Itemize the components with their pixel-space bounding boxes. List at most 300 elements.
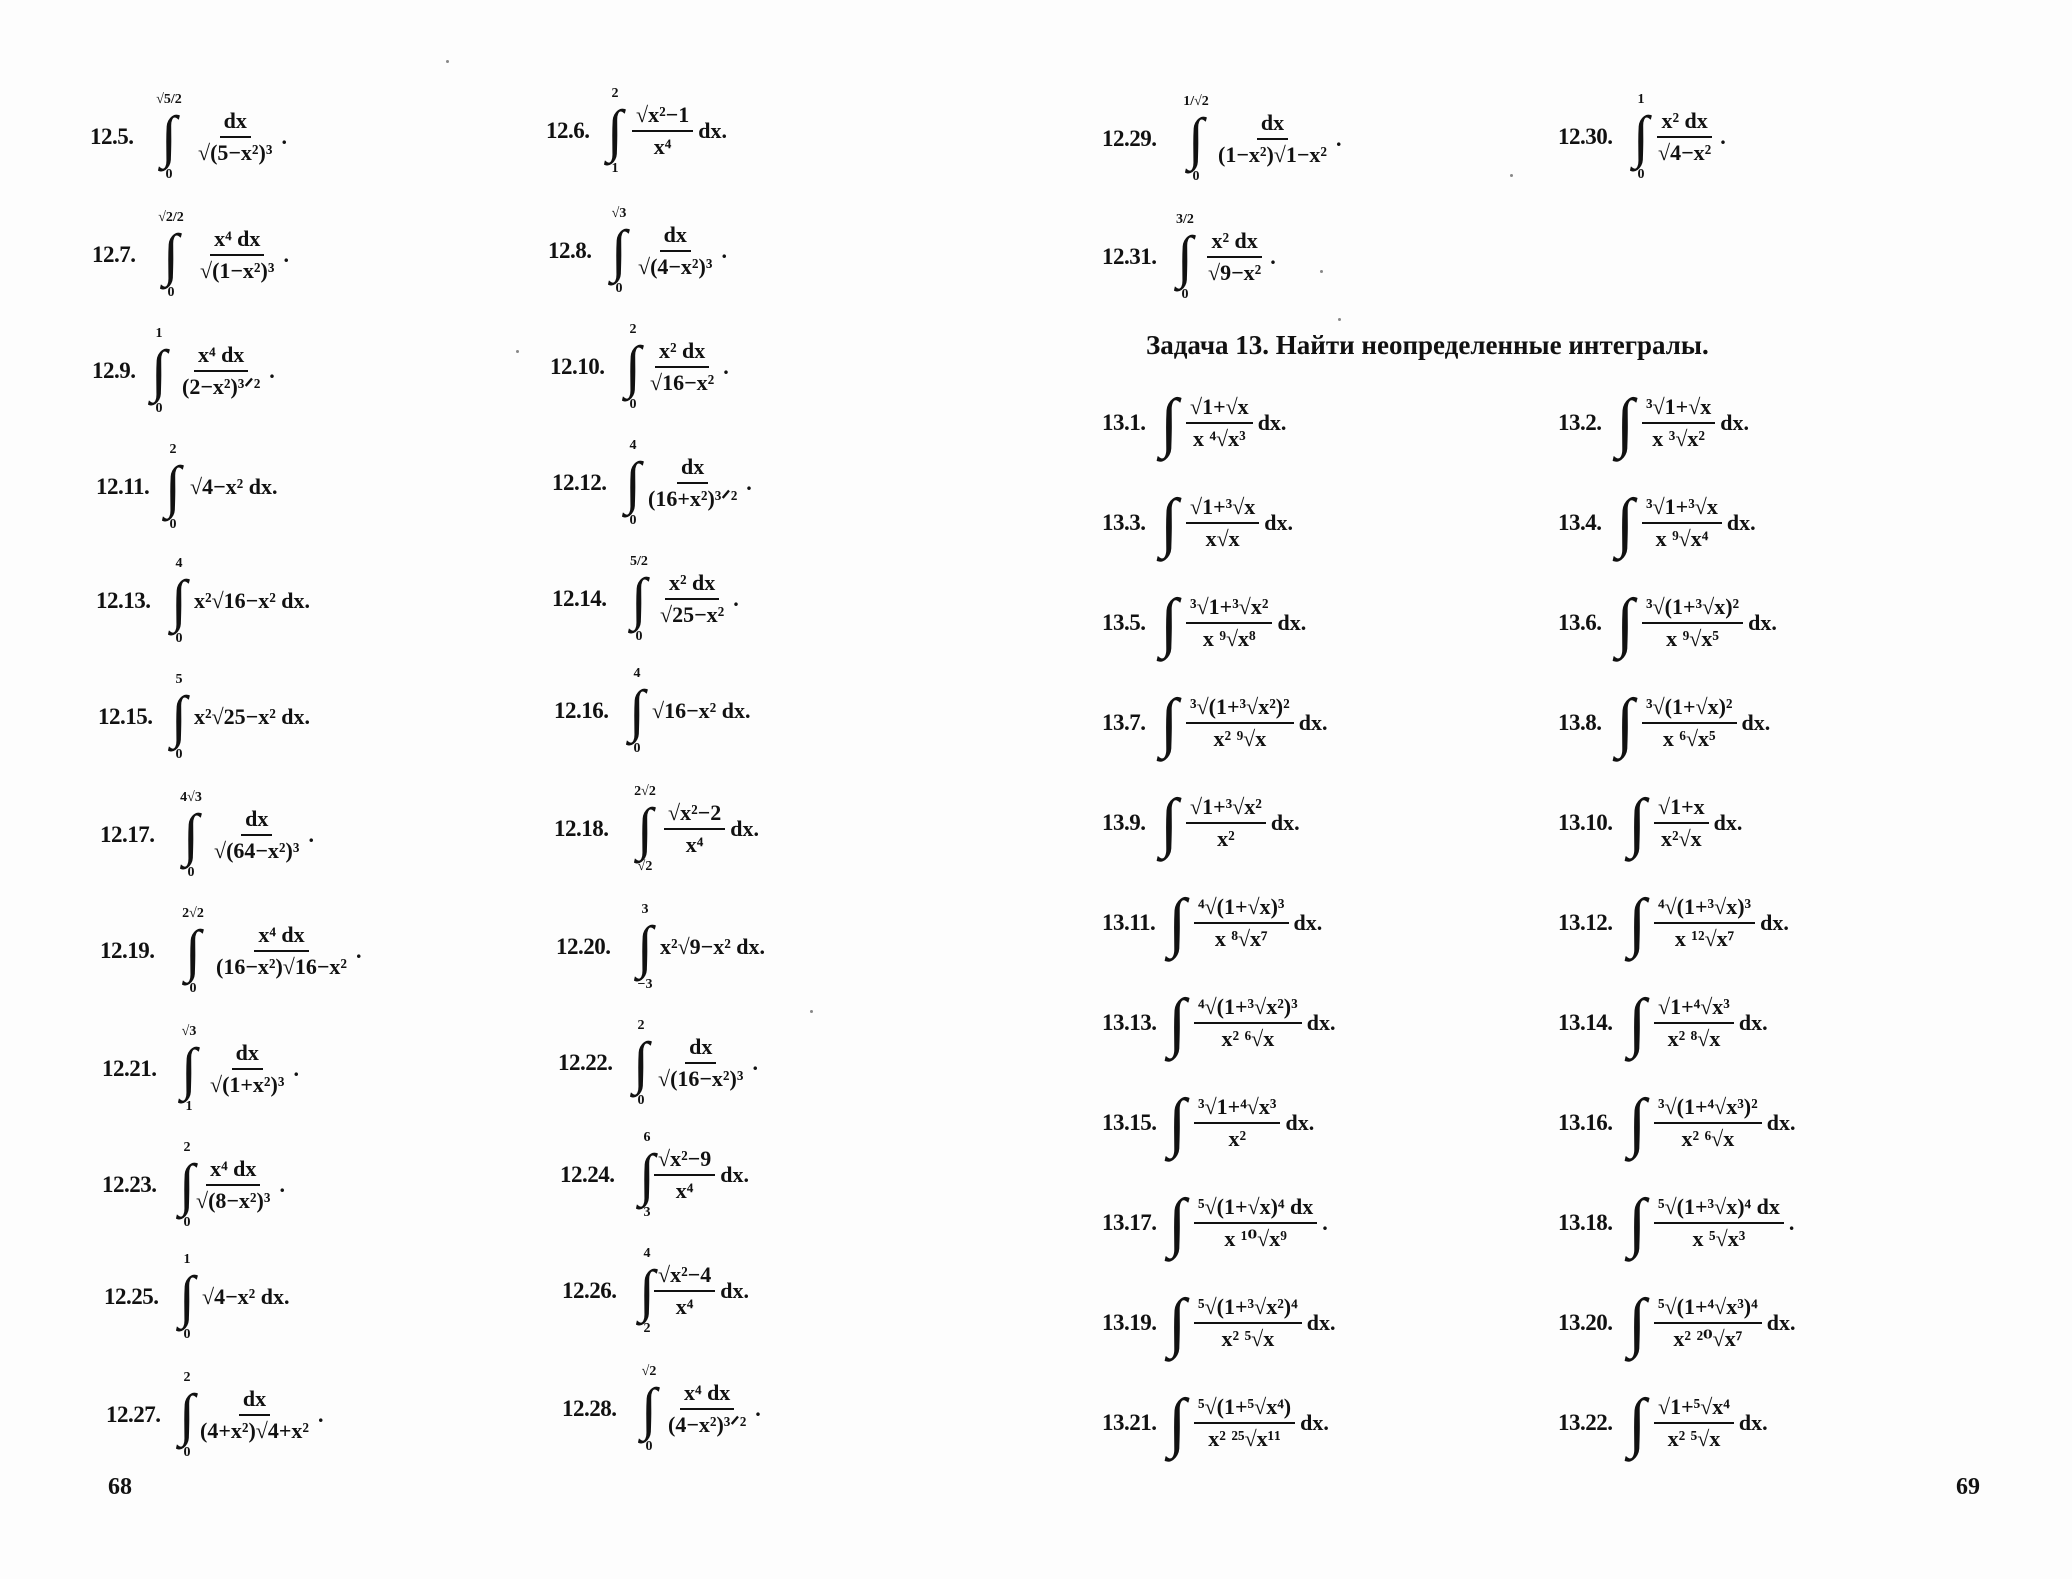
- integral-sign-icon: 2 ∫ 0: [179, 1370, 195, 1460]
- problem-number: 13.11.: [1102, 910, 1156, 935]
- integrand: [654, 1246, 749, 1336]
- integrand: x²√25−x² dx.: [194, 704, 311, 729]
- integrand: [656, 554, 739, 644]
- lower-limit: 0: [165, 167, 173, 182]
- problem-number: 12.31.: [1102, 244, 1157, 269]
- numerator: dx: [232, 1041, 263, 1070]
- denominator: √(1+x²)³: [210, 1072, 285, 1097]
- numerator: dx: [239, 1387, 270, 1416]
- problem-13-4: [1558, 478, 1898, 568]
- expression-tail: dx.: [1741, 710, 1771, 735]
- integral-sign-icon: ∫: [1168, 1286, 1187, 1359]
- problem-13-1: [1102, 378, 1442, 468]
- numerator: ³√1+³√x²: [1186, 595, 1272, 624]
- upper-limit: 2√2: [182, 906, 204, 921]
- problem-12-10: [550, 322, 850, 412]
- problem-number: 13.7.: [1102, 710, 1146, 735]
- problem-number: 12.20.: [556, 934, 611, 959]
- expression-tail: .: [752, 1050, 758, 1075]
- upper-limit: 3: [641, 902, 649, 917]
- expression-tail: .: [318, 1402, 324, 1427]
- expression-tail: dx.: [720, 1162, 749, 1187]
- problem-12-30: [1558, 92, 1858, 182]
- integral-sign-icon: 1 ∫ 0: [179, 1252, 195, 1342]
- numerator: ³√(1+⁴√x³)²: [1654, 1095, 1762, 1124]
- upper-limit: √2/2: [158, 210, 184, 225]
- upper-limit: 5/2: [630, 554, 648, 569]
- problem-number: 13.6.: [1558, 610, 1602, 635]
- upper-limit: 5: [175, 672, 183, 687]
- problem-number: 12.30.: [1558, 124, 1613, 149]
- lower-limit: 0: [155, 401, 163, 416]
- upper-limit: 4: [629, 438, 637, 453]
- problem-13-10: [1558, 778, 1898, 868]
- denominator: √9−x²: [1208, 260, 1262, 285]
- expression-tail: dx.: [1760, 910, 1789, 935]
- integral-sign-icon: 2 ∫ 0: [165, 442, 181, 532]
- lower-limit: 3: [643, 1205, 651, 1220]
- problem-number: 13.21.: [1102, 1410, 1157, 1435]
- integrand: [1654, 1078, 1795, 1168]
- problem-13-22: [1558, 1378, 1898, 1468]
- denominator: x² ⁸√x: [1667, 1026, 1721, 1051]
- lower-limit: 0: [637, 1093, 645, 1108]
- problem-13-12: [1558, 878, 1898, 968]
- denominator: x²: [1217, 826, 1235, 851]
- integral-sign-icon: ∫: [1628, 1386, 1647, 1459]
- upper-limit: 4: [633, 666, 641, 681]
- denominator: x² ²⁵√x¹¹: [1208, 1426, 1281, 1451]
- expression-tail: .: [723, 354, 729, 379]
- integral-sign-icon: 3/2 ∫ 0: [1176, 212, 1194, 302]
- lower-limit: 2: [643, 1321, 651, 1336]
- lower-limit: 0: [169, 517, 177, 532]
- denominator: x² ⁵√x: [1667, 1426, 1721, 1451]
- integral-sign-icon: ∫: [1616, 686, 1635, 759]
- integral-sign-icon: ∫: [1160, 786, 1179, 859]
- expression-tail: dx.: [1257, 410, 1287, 435]
- integral-sign-icon: ∫: [1628, 986, 1647, 1059]
- integrand: [1186, 778, 1300, 868]
- integral-sign-icon: √2 ∫ 0: [641, 1364, 657, 1454]
- problem-number: 12.10.: [550, 354, 605, 379]
- problem-number: 12.6.: [546, 118, 590, 143]
- denominator: x ⁹√x⁴: [1655, 526, 1709, 551]
- integral-sign-icon: ∫: [1628, 1086, 1647, 1159]
- lower-limit: 0: [633, 741, 641, 756]
- numerator: x² dx: [1657, 109, 1711, 138]
- problem-13-17: [1102, 1178, 1442, 1268]
- upper-limit: 1: [155, 326, 163, 341]
- integrand: [1186, 578, 1306, 668]
- denominator: x²: [1228, 1126, 1247, 1151]
- problem-13-5: [1102, 578, 1442, 668]
- scan-speck: [810, 1010, 813, 1013]
- numerator: ⁴√(1+√x)³: [1194, 895, 1289, 924]
- problem-12-24: [560, 1130, 860, 1220]
- upper-limit: 1: [183, 1252, 191, 1267]
- denominator: √4−x²: [1658, 140, 1712, 165]
- numerator: x⁴ dx: [254, 923, 308, 952]
- denominator: (2−x²)³ᐟ²: [182, 374, 261, 399]
- upper-limit: √3: [611, 206, 627, 221]
- problem-13-8: [1558, 678, 1898, 768]
- integrand: [196, 210, 289, 300]
- denominator: x ⁴√x³: [1192, 426, 1246, 451]
- problem-number: 12.17.: [100, 822, 155, 847]
- integrand: √4−x² dx.: [202, 1284, 290, 1309]
- numerator: ⁵√(1+⁴√x³)⁴: [1654, 1295, 1762, 1324]
- problem-12-25: [104, 1252, 424, 1342]
- problem-13-14: [1558, 978, 1898, 1068]
- problem-12-22: [558, 1018, 858, 1108]
- integrand: [1194, 1378, 1329, 1468]
- problem-number: 12.18.: [554, 816, 609, 841]
- denominator: x⁴: [675, 1294, 694, 1319]
- section-title: Задача 13. Найти неопределенные интегралы.: [1146, 330, 1709, 360]
- integrand: [664, 1364, 761, 1454]
- expression-tail: .: [1270, 244, 1276, 269]
- numerator: dx: [677, 455, 708, 484]
- integrand: [1194, 878, 1322, 968]
- problem-13-20: [1558, 1278, 1898, 1368]
- integral-sign-icon: √3 ∫ 1: [181, 1024, 197, 1114]
- integral-sign-icon: 2 ∫ 1: [607, 86, 623, 176]
- problem-number: 12.7.: [92, 242, 136, 267]
- denominator: x² ⁹√x: [1213, 726, 1267, 751]
- integrand: [1194, 1278, 1335, 1368]
- expression-tail: dx.: [1713, 810, 1743, 835]
- denominator: √(16−x²)³: [658, 1066, 744, 1091]
- denominator: x² ⁶√x: [1681, 1126, 1735, 1151]
- scan-speck: [516, 350, 519, 353]
- denominator: x ⁸√x⁷: [1214, 926, 1268, 951]
- expression-tail: .: [746, 470, 752, 495]
- upper-limit: 2: [611, 86, 619, 101]
- problem-number: 12.29.: [1102, 126, 1157, 151]
- expression-tail: .: [283, 242, 289, 267]
- integrand: [644, 438, 752, 528]
- problem-12-15: [98, 672, 418, 762]
- problem-12-5: [90, 92, 410, 182]
- lower-limit: 0: [629, 513, 637, 528]
- integral-sign-icon: ∫: [1168, 1086, 1187, 1159]
- denominator: x⁴: [653, 134, 672, 159]
- problem-number: 13.2.: [1558, 410, 1602, 435]
- integrand: [634, 206, 727, 296]
- denominator: (4−x²)³ᐟ²: [668, 1412, 747, 1437]
- lower-limit: 0: [1192, 169, 1200, 184]
- numerator: ³√1+√x: [1642, 395, 1715, 424]
- problem-number: 12.19.: [100, 938, 155, 963]
- integrand: [1654, 778, 1742, 868]
- lower-limit: −3: [637, 977, 653, 992]
- integral-sign-icon: 1 ∫ 0: [1633, 92, 1649, 182]
- expression-tail: dx.: [730, 816, 759, 841]
- denominator: (16+x²)³ᐟ²: [648, 486, 738, 511]
- upper-limit: √5/2: [156, 92, 182, 107]
- numerator: ⁵√(1+⁵√x⁴): [1194, 1395, 1295, 1424]
- numerator: ³√(1+³√x)²: [1642, 595, 1743, 624]
- expression-tail: dx.: [698, 118, 727, 143]
- denominator: √25−x²: [660, 602, 725, 627]
- numerator: √1+³√x: [1186, 495, 1259, 524]
- page-number-right: 69: [1956, 1474, 1980, 1500]
- integral-sign-icon: 4 ∫ 0: [171, 556, 187, 646]
- integrand: [1654, 978, 1768, 1068]
- upper-limit: 3/2: [1176, 212, 1194, 227]
- problem-number: 13.9.: [1102, 810, 1146, 835]
- integrand: [1642, 478, 1756, 568]
- numerator: x² dx: [1207, 229, 1261, 258]
- integrand: [1186, 478, 1293, 568]
- integral-sign-icon: ∫: [1160, 686, 1179, 759]
- integrand: √16−x² dx.: [652, 698, 751, 723]
- page-number-left: 68: [108, 1474, 132, 1500]
- numerator: √1+⁵√x⁴: [1654, 1395, 1734, 1424]
- integrand: [210, 790, 314, 880]
- scan-speck: [446, 60, 449, 63]
- lower-limit: 0: [167, 285, 175, 300]
- lower-limit: √2: [637, 859, 653, 874]
- problem-number: 12.14.: [552, 586, 607, 611]
- denominator: x ⁹√x⁸: [1202, 626, 1256, 651]
- integral-sign-icon: ∫: [1628, 786, 1647, 859]
- denominator: √(64−x²)³: [214, 838, 300, 863]
- expression-tail: .: [356, 938, 362, 963]
- problem-number: 12.23.: [102, 1172, 157, 1197]
- integral-sign-icon: 1 ∫ 0: [151, 326, 167, 416]
- integrand: [632, 86, 727, 176]
- problem-number: 12.25.: [104, 1284, 159, 1309]
- problem-number: 12.22.: [558, 1050, 613, 1075]
- integrand: [192, 1140, 285, 1230]
- problem-number: 13.8.: [1558, 710, 1602, 735]
- numerator: ⁴√(1+³√x²)³: [1194, 995, 1302, 1024]
- upper-limit: 2: [183, 1140, 191, 1155]
- problem-number: 13.13.: [1102, 1010, 1157, 1035]
- problem-number: 12.12.: [552, 470, 607, 495]
- problem-number: 12.5.: [90, 124, 134, 149]
- expression-tail: dx.: [1738, 1010, 1768, 1035]
- numerator: √x²−9: [654, 1147, 715, 1176]
- denominator: √16−x²: [650, 370, 715, 395]
- problem-number: 13.5.: [1102, 610, 1146, 635]
- integrand: [1654, 92, 1726, 182]
- denominator: √(8−x²)³: [196, 1188, 271, 1213]
- problem-13-16: [1558, 1078, 1898, 1168]
- integral-sign-icon: 2 ∫ 0: [179, 1140, 195, 1230]
- integrand: [1194, 978, 1335, 1068]
- problem-number: 12.13.: [96, 588, 151, 613]
- problem-13-6: [1558, 578, 1898, 668]
- denominator: x⁴: [685, 832, 704, 857]
- problem-number: 12.28.: [562, 1396, 617, 1421]
- problem-13-2: [1558, 378, 1898, 468]
- denominator: x ⁵√x³: [1692, 1226, 1746, 1251]
- integrand: [1654, 1278, 1795, 1368]
- integral-sign-icon: ∫: [1168, 1186, 1187, 1259]
- problem-13-18: [1558, 1178, 1898, 1268]
- expression-tail: .: [1322, 1210, 1328, 1235]
- problem-number: 12.21.: [102, 1056, 157, 1081]
- lower-limit: 0: [175, 747, 183, 762]
- integrand: [1642, 378, 1749, 468]
- numerator: ³√(1+√x)²: [1642, 695, 1737, 724]
- expression-tail: .: [1788, 1210, 1795, 1235]
- problem-number: 13.16.: [1558, 1110, 1613, 1135]
- denominator: √(5−x²)³: [198, 140, 273, 165]
- expression-tail: .: [269, 358, 275, 383]
- integral-sign-icon: 2√2 ∫ 0: [182, 906, 204, 996]
- integral-sign-icon: ∫: [1160, 486, 1179, 559]
- scan-speck: [1338, 318, 1341, 321]
- expression-tail: dx.: [1766, 1110, 1796, 1135]
- integral-sign-icon: ∫: [1168, 1386, 1187, 1459]
- upper-limit: 2: [637, 1018, 645, 1033]
- lower-limit: 0: [175, 631, 183, 646]
- problem-number: 13.22.: [1558, 1410, 1613, 1435]
- upper-limit: 2: [183, 1370, 191, 1385]
- problem-number: 12.16.: [554, 698, 609, 723]
- scan-speck: [1510, 174, 1513, 177]
- problem-12-8: [548, 206, 848, 296]
- lower-limit: 0: [1181, 287, 1189, 302]
- problem-number: 13.15.: [1102, 1110, 1157, 1135]
- numerator: dx: [660, 223, 691, 252]
- numerator: ³√1+³√x: [1642, 495, 1722, 524]
- problem-number: 13.14.: [1558, 1010, 1613, 1035]
- integrand: [1186, 378, 1286, 468]
- denominator: x ¹²√x⁷: [1674, 926, 1735, 951]
- problem-12-29: [1102, 94, 1442, 184]
- integrand: √4−x² dx.: [190, 474, 278, 499]
- expression-tail: dx.: [1738, 1410, 1768, 1435]
- problem-12-7: [92, 210, 412, 300]
- integral-sign-icon: ∫: [1616, 486, 1635, 559]
- integrand: [1654, 878, 1789, 968]
- integral-sign-icon: 1/√2 ∫ 0: [1183, 94, 1209, 184]
- upper-limit: 6: [643, 1130, 651, 1145]
- numerator: x² dx: [665, 571, 719, 600]
- problem-12-12: [552, 438, 852, 528]
- integrand: [646, 322, 729, 412]
- problem-13-13: [1102, 978, 1442, 1068]
- upper-limit: 2: [169, 442, 177, 457]
- integral-sign-icon: 2 ∫ 0: [625, 322, 641, 412]
- integrand: [654, 1018, 758, 1108]
- denominator: √(4−x²)³: [638, 254, 713, 279]
- expression-tail: dx.: [1277, 610, 1307, 635]
- problem-12-21: [102, 1024, 422, 1114]
- expression-tail: .: [279, 1172, 285, 1197]
- integral-sign-icon: 4√3 ∫ 0: [180, 790, 202, 880]
- lower-limit: 0: [1637, 167, 1645, 182]
- expression-tail: dx.: [1306, 1010, 1336, 1035]
- expression-tail: .: [308, 822, 314, 847]
- upper-limit: 1: [1637, 92, 1645, 107]
- problem-12-23: [102, 1140, 422, 1230]
- problem-13-21: [1102, 1378, 1442, 1468]
- numerator: x⁴ dx: [210, 227, 264, 256]
- integral-sign-icon: ∫: [1168, 986, 1187, 1059]
- integrand: [196, 1370, 324, 1460]
- problem-13-11: [1102, 878, 1442, 968]
- expression-tail: .: [721, 238, 727, 263]
- integrand: [178, 326, 275, 416]
- numerator: √1+⁴√x³: [1654, 995, 1734, 1024]
- integral-sign-icon: ∫: [1616, 386, 1635, 459]
- expression-tail: dx.: [1726, 510, 1756, 535]
- expression-tail: .: [1720, 124, 1726, 149]
- numerator: dx: [220, 109, 251, 138]
- integral-sign-icon: ∫: [1628, 1186, 1647, 1259]
- numerator: ³√(1+³√x²)²: [1186, 695, 1294, 724]
- numerator: x⁴ dx: [206, 1157, 260, 1186]
- integral-sign-icon: 4 ∫ 0: [625, 438, 641, 528]
- lower-limit: 0: [615, 281, 623, 296]
- integrand: [1642, 578, 1777, 668]
- expression-tail: dx.: [1306, 1310, 1336, 1335]
- numerator: √x²−2: [664, 801, 725, 830]
- expression-tail: .: [733, 586, 739, 611]
- upper-limit: 2√2: [634, 784, 656, 799]
- problem-number: 13.19.: [1102, 1310, 1157, 1335]
- problem-12-31: [1102, 212, 1402, 302]
- denominator: x√x: [1205, 526, 1240, 551]
- integrand: [1204, 212, 1276, 302]
- integrand: [194, 92, 287, 182]
- expression-tail: dx.: [1766, 1310, 1796, 1335]
- expression-tail: dx.: [1298, 710, 1328, 735]
- integral-sign-icon: ∫: [1628, 886, 1647, 959]
- numerator: ⁵√(1+³√x²)⁴: [1194, 1295, 1302, 1324]
- integrand: [1654, 1178, 1794, 1268]
- integral-sign-icon: ∫: [1168, 886, 1187, 959]
- lower-limit: 0: [635, 629, 643, 644]
- problem-number: 12.24.: [560, 1162, 615, 1187]
- problem-number: 12.15.: [98, 704, 153, 729]
- integral-sign-icon: ∫: [1160, 386, 1179, 459]
- expression-tail: dx.: [1300, 1410, 1329, 1435]
- expression-tail: .: [293, 1056, 299, 1081]
- problem-number: 13.12.: [1558, 910, 1613, 935]
- numerator: √1+³√x²: [1186, 795, 1266, 824]
- integral-sign-icon: 5/2 ∫ 0: [630, 554, 648, 644]
- integrand: [664, 784, 759, 874]
- numerator: √1+x: [1654, 795, 1709, 824]
- numerator: ⁵√(1+√x)⁴ dx: [1194, 1195, 1317, 1224]
- expression-tail: dx.: [1748, 610, 1777, 635]
- upper-limit: 2: [629, 322, 637, 337]
- integral-sign-icon: ∫: [1616, 586, 1635, 659]
- denominator: √(1−x²)³: [200, 258, 275, 283]
- expression-tail: dx.: [720, 1278, 749, 1303]
- expression-tail: dx.: [1720, 410, 1750, 435]
- integrand: [654, 1130, 749, 1220]
- integrand: [1654, 1378, 1768, 1468]
- expression-tail: .: [281, 124, 287, 149]
- problem-12-27: [106, 1370, 426, 1460]
- denominator: x² ⁵√x: [1221, 1326, 1275, 1351]
- integral-sign-icon: 6 ∫ 3: [639, 1130, 655, 1220]
- lower-limit: 0: [183, 1327, 191, 1342]
- problem-13-19: [1102, 1278, 1442, 1368]
- denominator: x ⁹√x⁵: [1666, 626, 1719, 651]
- problem-13-7: [1102, 678, 1442, 768]
- problem-12-14: [552, 554, 852, 644]
- problem-12-18: [554, 784, 854, 874]
